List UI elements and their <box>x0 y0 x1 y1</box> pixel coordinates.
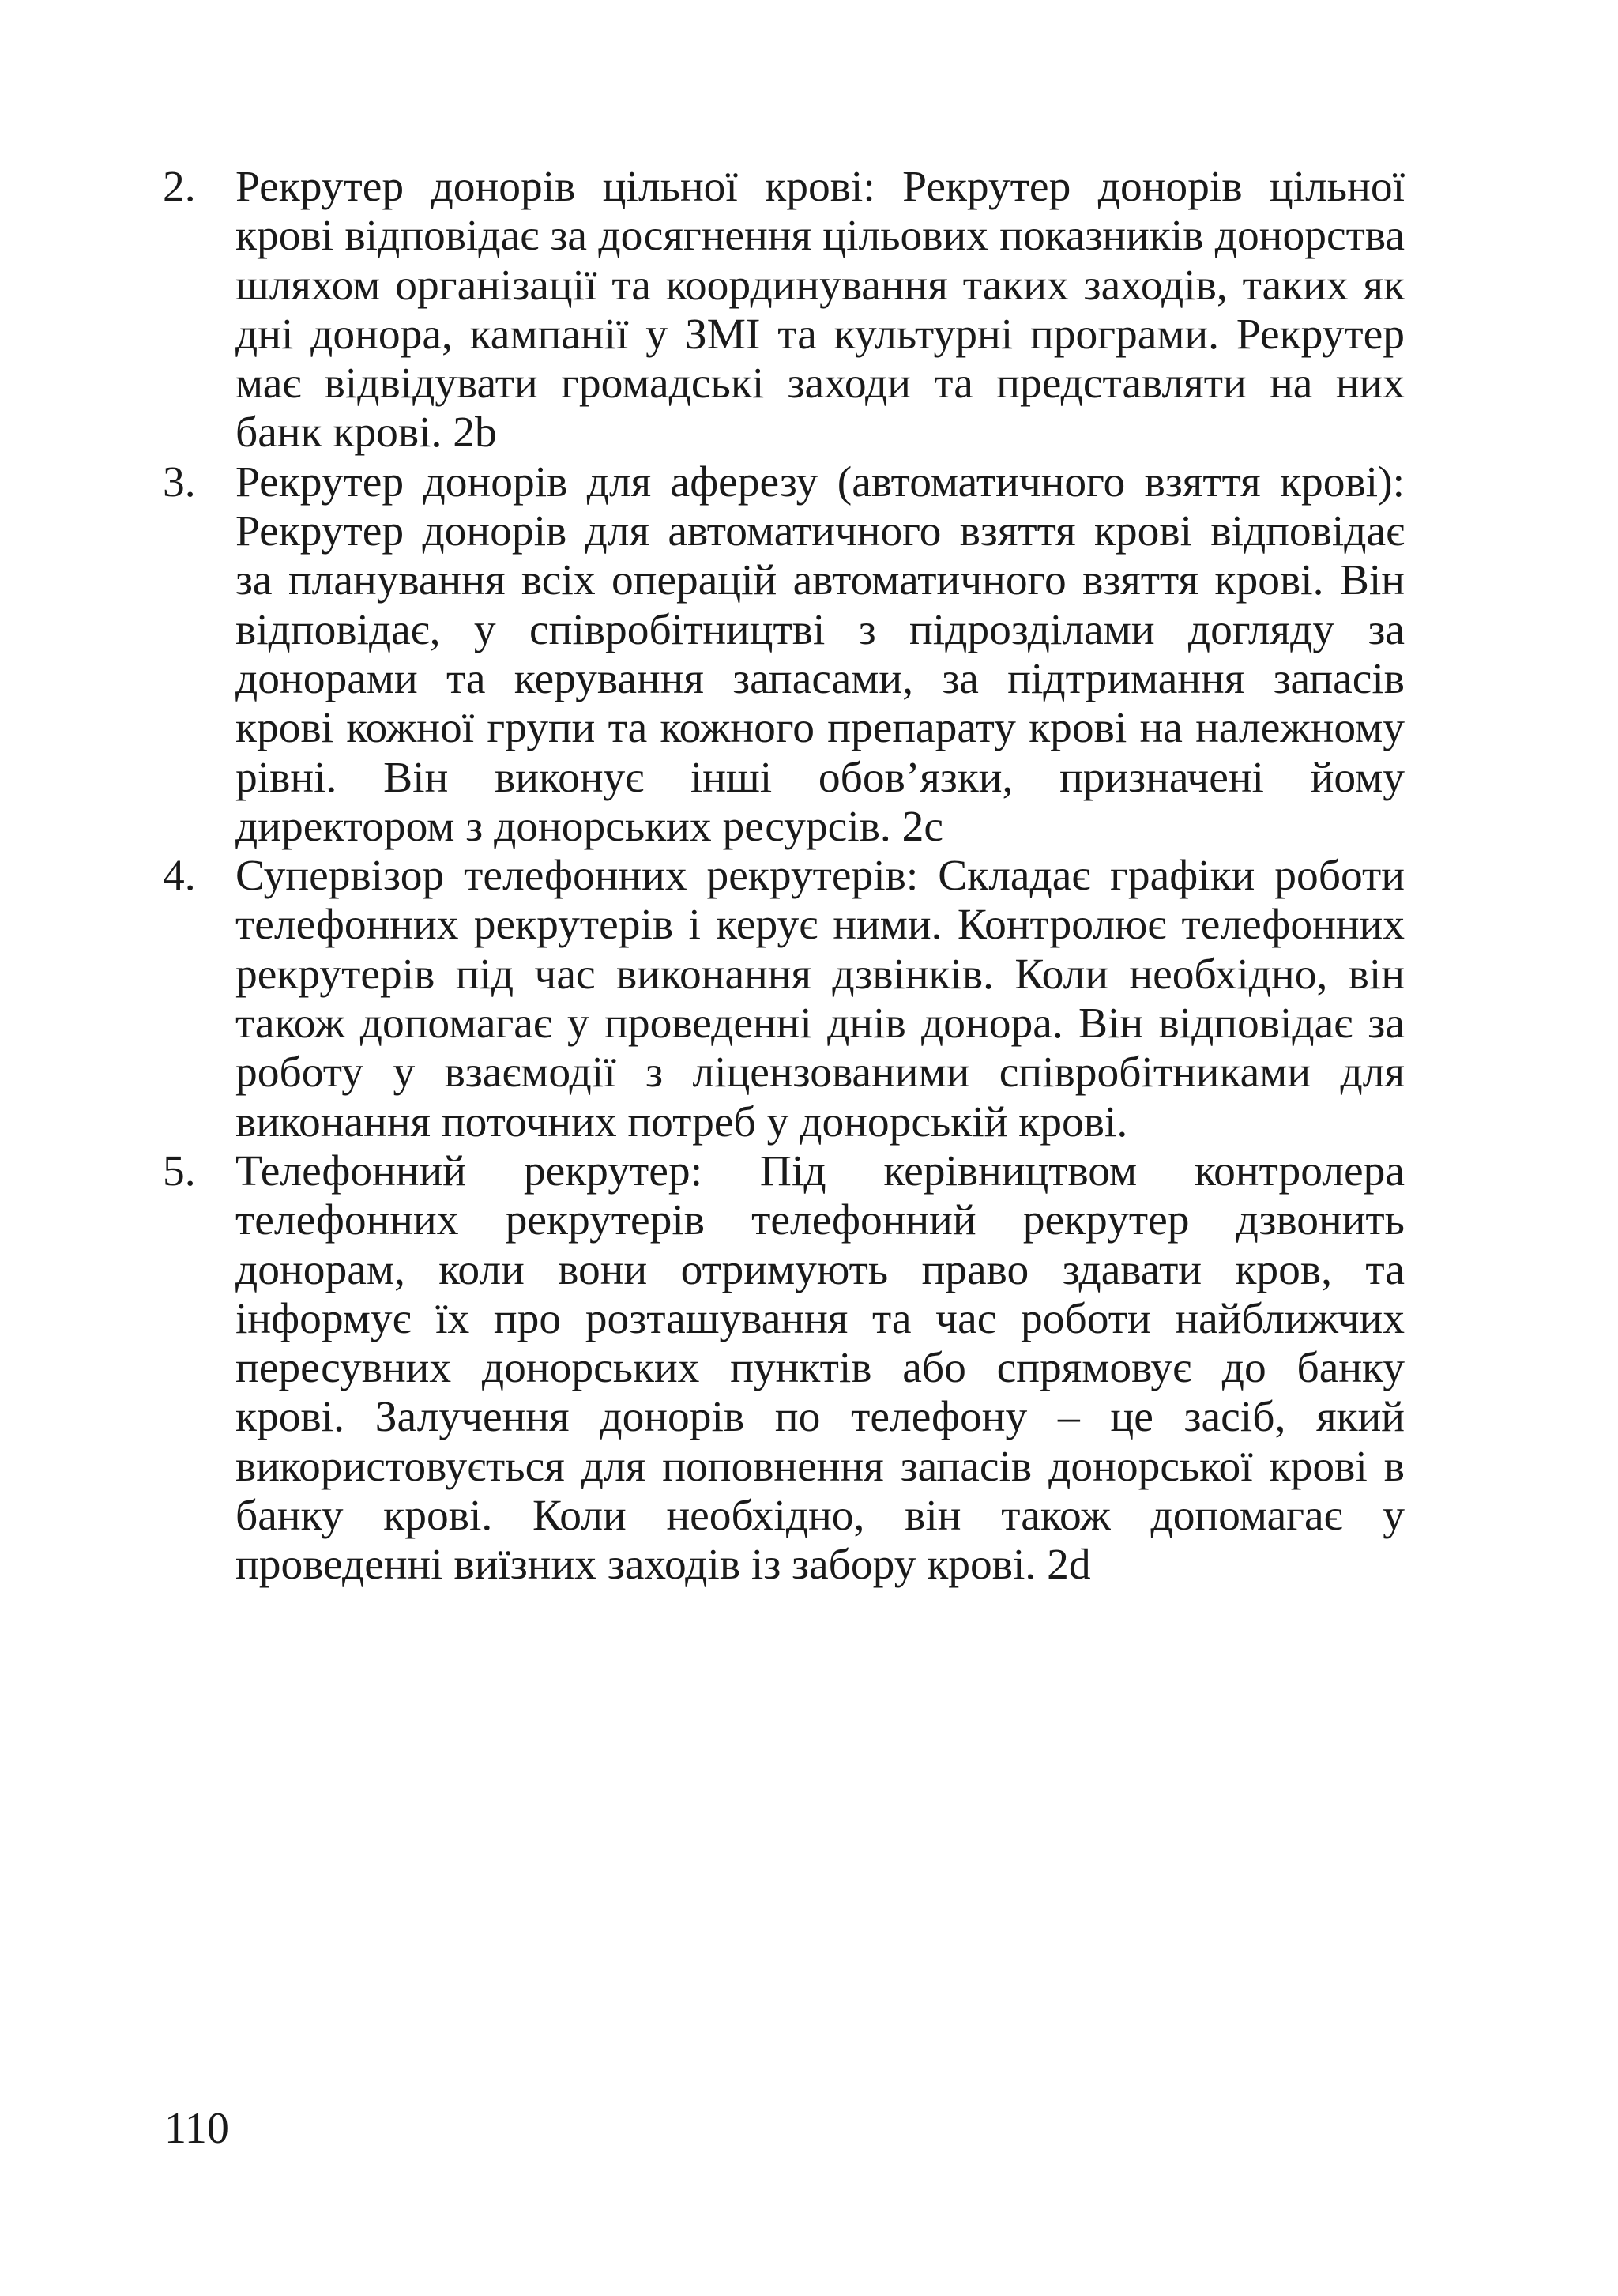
list-item-text: Супервізор телефонних рекрутерів: Складає графіки роботи телефонних рекрутерів і керує ними. Контролює телефонних рекрутерів під час виконання дзвінків. Коли необхідно, він також допомагає у проведенні днів донора. Він відповідає за роботу у взаємодії з ліцензованими співробітниками для виконання поточних потреб у донорській крові. <box>235 852 1405 1146</box>
list-item-number: 2. <box>163 163 196 211</box>
list-item-text: Рекрутер донорів цільної крові: Рекрутер донорів цільної крові відповідає за досягнення цільових показників донорства шляхом організації та координування таких заходів, таких як дні донора, кампанії у ЗМІ та культурні програми. Рекрутер має відвідувати громадські заходи та представляти на них банк крові. 2b <box>235 163 1405 457</box>
list-item-number: 4. <box>163 852 196 901</box>
list-item-2 <box>163 163 1405 458</box>
list-item-number: 3. <box>163 457 196 506</box>
list-item-text: Рекрутер донорів для аферезу (автоматичного взяття крові): Рекрутер донорів для автоматичного взяття крові відповідає за планування всіх операцій автоматичного взяття крові. Він відповідає, у співробітництві з підрозділами догляду за донорами та керування запасами, за підтримання запасів крові кожної групи та кожного препарату крові на належному рівні. Він виконує інші обов’язки, призначені йому директором з донорських ресурсів. 2c <box>235 457 1405 851</box>
numbered-list <box>163 163 1405 1590</box>
list-item-5 <box>163 1147 1405 1590</box>
page-number: 110 <box>164 2104 229 2153</box>
list-item-number: 5. <box>163 1146 196 1195</box>
list-item-3 <box>163 458 1405 852</box>
list-item-text: Телефонний рекрутер: Під керівництвом контролера телефонних рекрутерів телефонний рекрутер дзвонить донорам, коли вони отримують право здавати кров, та інформує їх про розташування та час роботи найближчих пересувних донорських пунктів або спрямовує до банку крові. Залучення донорів по телефону – це засіб, який використовується для поповнення запасів донорської крові в банку крові. Коли необхідно, він також допомагає у проведенні виїзних заходів із забору крові. 2d <box>235 1146 1405 1590</box>
list-item-4 <box>163 852 1405 1147</box>
